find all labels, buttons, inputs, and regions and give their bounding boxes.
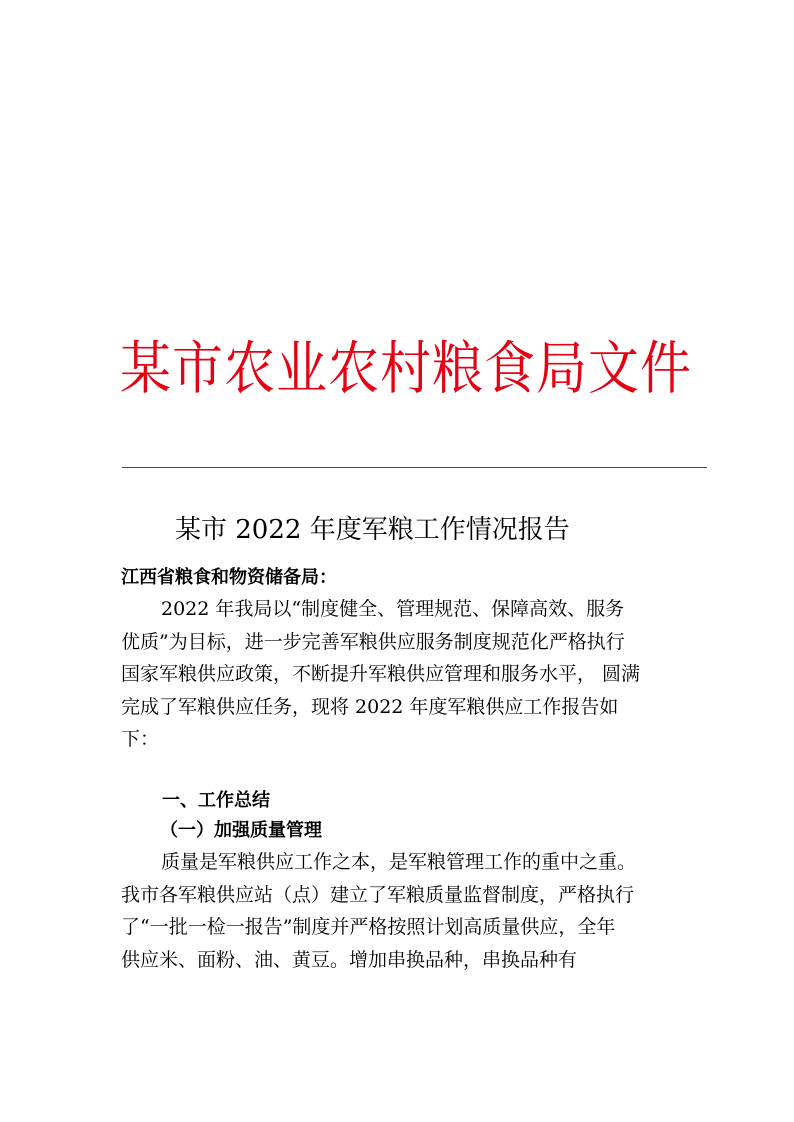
paragraph-line: 优质”为目标，进一步完善军粮供应服务制度规范化严格执行 [121, 630, 625, 653]
issuing-authority-header: 某市农业农村粮食局文件 [120, 336, 693, 403]
paragraph-line: 供应米、面粉、油、黄豆。增加串换品种，串换品种有 [121, 948, 578, 971]
subsection-heading: （一）加强质量管理 [160, 820, 322, 841]
paragraph-line: 国家军粮供应政策，不断提升军粮供应管理和服务水平， 圆满 [121, 663, 641, 685]
paragraph-line: 我市各军粮供应站（点）建立了军粮质量监督制度，严格执行 [121, 883, 635, 906]
paragraph-line: 质量是军粮供应工作之本，是军粮管理工作的重中之重。 [161, 851, 637, 873]
paragraph-line: 完成了军粮供应任务，现将 2022 年度军粮供应工作报告如 [121, 695, 619, 718]
paragraph-line: 了“一批一检一报告”制度并严格按照计划高质量供应，全年 [121, 916, 616, 938]
paragraph-line: 2022 年我局以“制度健全、管理规范、保障高效、服务 [161, 598, 625, 620]
paragraph-line: 下： [121, 728, 160, 750]
red-divider-line [122, 467, 707, 468]
document-title: 某市 2022 年度军粮工作情况报告 [175, 515, 570, 545]
quality-paragraph [121, 846, 696, 976]
section-heading: 一、工作总结 [162, 790, 270, 811]
addressee: 江西省粮食和物资储备局： [121, 567, 337, 588]
intro-paragraph [121, 593, 696, 756]
